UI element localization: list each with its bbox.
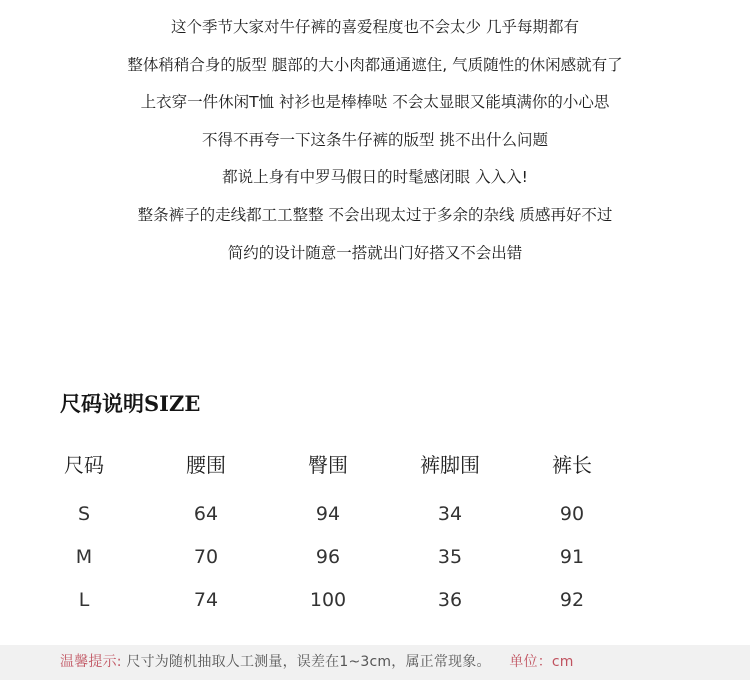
size-cell: M — [75, 546, 93, 568]
header-size: 尺码 — [64, 453, 104, 477]
leg-opening-cell: 34 — [437, 503, 463, 525]
hip-cell: 94 — [315, 503, 341, 525]
size-cell: L — [78, 589, 90, 611]
table-row — [0, 580, 750, 623]
size-table-header — [0, 446, 750, 494]
leg-opening-cell: 36 — [437, 589, 463, 611]
hip-cell: 96 — [315, 546, 341, 568]
length-cell: 90 — [559, 503, 585, 525]
header-waist: 腰围 — [186, 453, 226, 477]
leg-opening-cell: 35 — [437, 546, 463, 568]
waist-cell: 64 — [193, 503, 219, 525]
header-leg-opening: 裤脚围 — [420, 453, 480, 477]
notice-text: 尺寸为随机抽取人工测量，误差在1~3cm，属正常现象。 — [126, 654, 491, 670]
notice-bar — [0, 645, 750, 680]
description-line: 简约的设计随意一搭就出门好搭又不会出错 — [227, 243, 523, 262]
unit-label: 单位：cm — [509, 654, 574, 670]
waist-cell: 70 — [193, 546, 219, 568]
hip-cell: 100 — [309, 589, 347, 611]
description-line: 不得不再夸一下这条牛仔裤的版型 挑不出什么问题 — [202, 130, 548, 149]
length-cell: 92 — [559, 589, 585, 611]
length-cell: 91 — [559, 546, 585, 568]
header-hip: 臀围 — [308, 453, 348, 477]
product-description — [0, 14, 750, 277]
size-cell: S — [77, 503, 91, 525]
size-table — [0, 446, 750, 623]
table-row — [0, 537, 750, 580]
table-row — [0, 494, 750, 537]
notice-label: 温馨提示: — [60, 654, 122, 670]
description-line: 上衣穿一件休闲T恤 衬衫也是棒棒哒 不会太显眼又能填满你的小心思 — [140, 93, 610, 112]
description-line: 整体稍稍合身的版型 腿部的大小肉都通通遮住, 气质随性的休闲感就有了 — [127, 55, 623, 74]
description-line: 整条裤子的走线都工工整整 不会出现太过于多余的杂线 质感再好不过 — [137, 205, 613, 224]
description-line: 都说上身有中罗马假日的时髦感闭眼 入入入! — [222, 168, 528, 187]
header-length: 裤长 — [552, 453, 592, 477]
size-section-title: 尺码说明SIZE — [60, 391, 201, 416]
description-line: 这个季节大家对牛仔裤的喜爱程度也不会太少 几乎每期都有 — [171, 18, 579, 36]
measurement-notice — [60, 645, 574, 680]
waist-cell: 74 — [193, 589, 219, 611]
